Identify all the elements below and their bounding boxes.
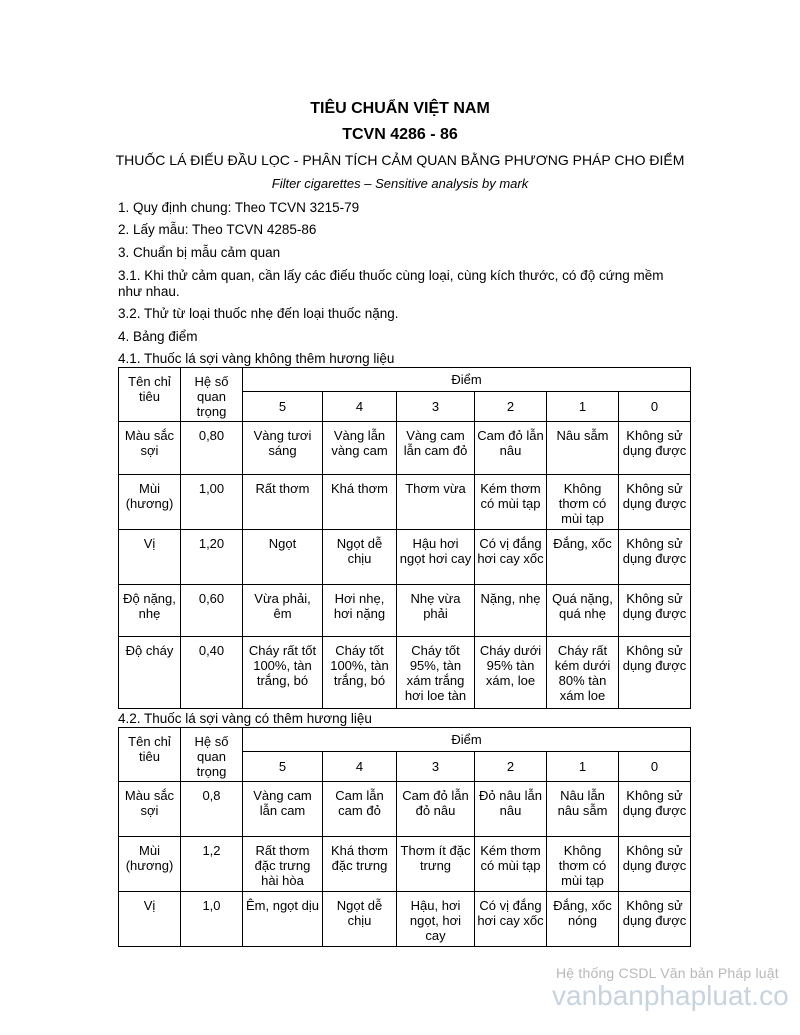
score-cell: Vàng lẫn vàng cam [323,422,397,475]
score-cell: Rất thơm đặc trưng hài hòa [243,837,323,892]
header-score-1: 1 [547,752,619,782]
score-cell: Có vị đắng hơi cay xốc [475,530,547,585]
section-4-1: 4.1. Thuốc lá sợi vàng không thêm hương liệu [118,351,395,366]
criterion-name: Độ nặng, nhẹ [119,585,181,637]
table-row [119,637,691,709]
criterion-weight: 1,20 [181,530,243,585]
section-3-1: 3.1. Khi thử cảm quan, cần lấy các điếu thuốc cùng loại, cùng kích thước, có độ cứng mềm như nhau. [118,268,664,299]
header-score-5: 5 [243,392,323,422]
score-cell: Êm, ngọt dịu [243,892,323,947]
score-cell: Không thơm có mùi tạp [547,837,619,892]
header-score-4: 4 [323,752,397,782]
score-cell: Kém thơm có mùi tạp [475,475,547,530]
criterion-weight: 0,8 [181,782,243,837]
criterion-weight: 1,0 [181,892,243,947]
header-score-3: 3 [397,392,475,422]
criterion-name: Vị [119,530,181,585]
criterion-name: Mùi (hương) [119,475,181,530]
score-table-2 [118,727,691,947]
score-cell: Hơi nhẹ, hơi nặng [323,585,397,637]
score-cell: Không sử dụng được [619,637,691,709]
score-cell: Đỏ nâu lẫn nâu [475,782,547,837]
score-cell: Không sử dụng được [619,422,691,475]
criterion-weight: 0,60 [181,585,243,637]
english-title: Filter cigarettes – Sensitive analysis by mark [271,176,529,191]
watermark-line-1: Hệ thống CSDL Văn bản Pháp luật [556,965,779,981]
criterion-weight: 0,40 [181,637,243,709]
score-cell: Ngọt [243,530,323,585]
criterion-name: Mùi (hương) [119,837,181,892]
score-cell: Cháy tốt 100%, tàn trắng, bó [323,637,397,709]
criterion-name: Màu sắc sợi [119,422,181,475]
section-4: 4. Bảng điểm [118,329,198,344]
score-cell: Ngọt dễ chịu [323,892,397,947]
table-row [119,837,691,892]
header-score-3: 3 [397,752,475,782]
section-3-2: 3.2. Thử từ loại thuốc nhẹ đến loại thuốc nặng. [118,306,399,321]
score-cell: Vàng cam lẫn cam đỏ [397,422,475,475]
score-cell: Khá thơm đặc trưng [323,837,397,892]
document-subtitle: THUỐC LÁ ĐIẾU ĐẦU LỌC - PHÂN TÍCH CẢM QUAN BẰNG PHƯƠNG PHÁP CHO ĐIỂM [115,152,685,168]
score-cell: Thơm vừa [397,475,475,530]
header-score-4: 4 [323,392,397,422]
header-score: Điểm [243,728,691,752]
section-2: 2. Lấy mẫu: Theo TCVN 4285-86 [118,222,317,237]
score-cell: Rất thơm [243,475,323,530]
score-cell: Đắng, xốc nóng [547,892,619,947]
criterion-name: Độ cháy [119,637,181,709]
score-cell: Nặng, nhẹ [475,585,547,637]
table-row [119,475,691,530]
table-row [119,892,691,947]
score-cell: Nâu sẫm [547,422,619,475]
score-cell: Không sử dụng được [619,585,691,637]
criterion-name: Màu sắc sợi [119,782,181,837]
score-cell: Vàng cam lẫn cam [243,782,323,837]
score-cell: Cháy rất tốt 100%, tàn trắng, bó [243,637,323,709]
score-cell: Không sử dụng được [619,475,691,530]
score-cell: Thơm ít đặc trưng [397,837,475,892]
score-cell: Kém thơm có mùi tạp [475,837,547,892]
score-cell: Vừa phải, êm [243,585,323,637]
criterion-weight: 1,00 [181,475,243,530]
header-score-2: 2 [475,752,547,782]
section-1: 1. Quy định chung: Theo TCVN 3215-79 [118,200,360,215]
score-cell: Không sử dụng được [619,837,691,892]
score-cell: Cam đỏ lẫn nâu [475,422,547,475]
score-cell: Khá thơm [323,475,397,530]
score-cell: Không thơm có mùi tạp [547,475,619,530]
score-cell: Nhẹ vừa phải [397,585,475,637]
header-score-2: 2 [475,392,547,422]
header-name: Tên chỉ tiêu [119,368,181,422]
score-cell: Có vị đắng hơi cay xốc [475,892,547,947]
score-cell: Không sử dụng được [619,530,691,585]
score-cell: Đắng, xốc [547,530,619,585]
criterion-weight: 1,2 [181,837,243,892]
header-score-1: 1 [547,392,619,422]
header-name: Tên chỉ tiêu [119,728,181,782]
table-row [119,782,691,837]
score-cell: Không sử dụng được [619,782,691,837]
score-cell: Cháy dưới 95% tàn xám, loe [475,637,547,709]
header-weight: Hệ số quan trọng [181,728,243,782]
header-weight: Hệ số quan trọng [181,368,243,422]
score-cell: Cam đỏ lẫn đỏ nâu [397,782,475,837]
score-cell: Ngọt dễ chịu [323,530,397,585]
table-row [119,422,691,475]
score-cell: Cháy rất kém dưới 80% tàn xám loe [547,637,619,709]
header-score-0: 0 [619,752,691,782]
score-cell: Cam lẫn cam đỏ [323,782,397,837]
watermark-link[interactable]: vanbanphapluat.co [552,980,789,1011]
score-cell: Vàng tươi sáng [243,422,323,475]
table-row [119,530,691,585]
score-table-1 [118,367,691,709]
document-title: TIÊU CHUẨN VIỆT NAM [310,100,490,117]
score-cell: Không sử dụng được [619,892,691,947]
score-cell: Hậu hơi ngọt hơi cay [397,530,475,585]
criterion-weight: 0,80 [181,422,243,475]
standard-code: TCVN 4286 - 86 [342,126,458,143]
score-cell: Nâu lẫn nâu sẫm [547,782,619,837]
table-row [119,585,691,637]
score-cell: Cháy tốt 95%, tàn xám trắng hơi loe tàn [397,637,475,709]
header-score-0: 0 [619,392,691,422]
score-cell: Quá nặng, quá nhẹ [547,585,619,637]
section-4-2: 4.2. Thuốc lá sợi vàng có thêm hương liệu [118,711,372,726]
header-score: Điểm [243,368,691,392]
criterion-name: Vị [119,892,181,947]
score-cell: Hậu, hơi ngọt, hơi cay [397,892,475,947]
header-score-5: 5 [243,752,323,782]
section-3: 3. Chuẩn bị mẫu cảm quan [118,245,281,260]
